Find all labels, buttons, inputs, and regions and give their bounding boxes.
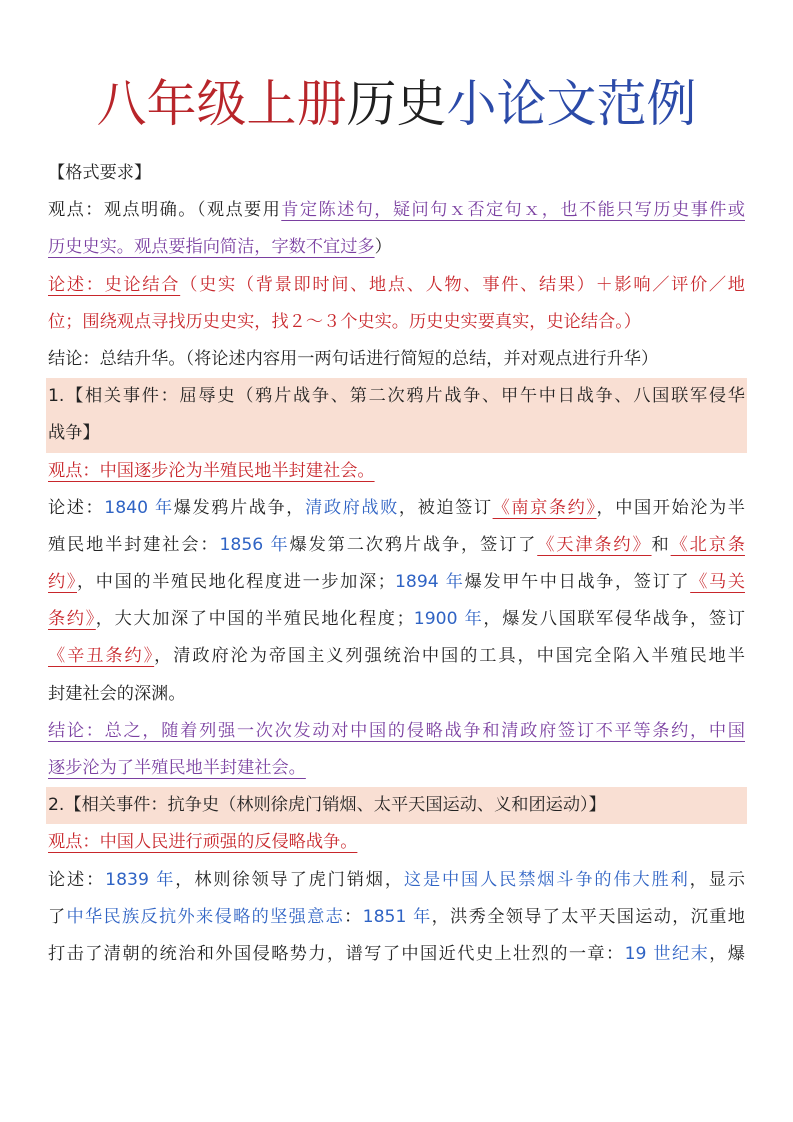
format-argument-rule: （史实（背景即时间、地点、人物、事件、结果）＋影响／评价／地 bbox=[180, 274, 745, 295]
year-1839: 1839 年 bbox=[105, 869, 176, 890]
section1-conclusion-cont: 逐步沦为了半殖民地半封建社会。 bbox=[48, 758, 306, 778]
section2-argument-line-3 bbox=[48, 936, 745, 973]
section2-argument-line-1 bbox=[48, 862, 745, 899]
format-viewpoint-close: ） bbox=[374, 237, 392, 258]
text: ： bbox=[344, 906, 363, 927]
text: 了 bbox=[48, 906, 67, 927]
text: ，洪秀全领导了太平天国运动，沉重地 bbox=[431, 906, 745, 927]
text: ，中国的半殖民地化程度进一步加深； bbox=[77, 572, 395, 593]
text: ，清政府沦为帝国主义列强统治中国的工具，中国完全陷入半殖民地半 bbox=[154, 646, 745, 667]
opium-victory: 这是中国人民禁烟斗争的伟大胜利 bbox=[403, 869, 690, 890]
text: ，爆 bbox=[709, 943, 745, 964]
year-1840: 1840 年 bbox=[104, 497, 174, 518]
section2-viewpoint: 观点：中国人民进行顽强的反侵略战争。 bbox=[48, 832, 358, 853]
section1-viewpoint-line bbox=[48, 453, 745, 490]
title-part-subject: 历史 bbox=[346, 75, 447, 133]
text: 打击了清朝的统治和外国侵略势力，谱写了中国近代史上壮烈的一章： bbox=[48, 943, 625, 964]
section1-conclusion-line-2 bbox=[48, 750, 745, 787]
treaty-beijing: 《北京条 bbox=[670, 534, 745, 555]
section2-heading: 2.【相关事件：抗争史（林则徐虎门销烟、太平天国运动、义和团运动）】 bbox=[46, 787, 747, 824]
section1-argument-line-1 bbox=[48, 490, 745, 527]
text: 殖民地半封建社会： bbox=[48, 534, 220, 555]
section2-argument-line-2 bbox=[48, 899, 745, 936]
title-part-essay: 小论文范例 bbox=[446, 75, 697, 133]
year-1894: 1894 年 bbox=[394, 572, 465, 593]
section1-heading-line-1: 1.【相关事件：屈辱史（鸦片战争、第二次鸦片战争、甲午中日战争、八国联军侵华 bbox=[46, 378, 747, 415]
year-1856: 1856 年 bbox=[219, 534, 290, 555]
section1-argument-line-3 bbox=[48, 564, 745, 601]
section1-argument-line-6: 封建社会的深渊。 bbox=[48, 683, 186, 704]
format-viewpoint-line-2 bbox=[48, 229, 745, 266]
year-1851: 1851 年 bbox=[362, 906, 432, 927]
section1-argument-line-5 bbox=[48, 638, 745, 675]
section1-viewpoint: 观点：中国逐步沦为半殖民地半封建社会。 bbox=[48, 460, 375, 481]
section1-conclusion: 结论：总之，随着列强一次次发动对中国的侵略战争和清政府签订不平等条约，中国 bbox=[48, 720, 745, 741]
text: 爆发第二次鸦片战争，签订了 bbox=[289, 534, 538, 555]
format-heading: 【格式要求】 bbox=[48, 163, 152, 183]
late-19th-century: 19 世纪末 bbox=[624, 943, 710, 964]
treaty-beijing-cont: 约》 bbox=[48, 572, 77, 593]
format-viewpoint-label: 观点：观点明确。（观点要用 bbox=[48, 200, 282, 221]
text: ，爆发八国联军侵华战争，签订 bbox=[483, 609, 745, 630]
qing-defeat: 清政府战败 bbox=[305, 497, 399, 518]
document-body bbox=[48, 155, 745, 973]
section1-argument-line-2 bbox=[48, 527, 745, 564]
page-title bbox=[48, 74, 745, 134]
text: ，被迫签订 bbox=[398, 497, 493, 518]
text: 爆发鸦片战争， bbox=[173, 497, 306, 518]
text: ，中国开始沦为半 bbox=[596, 497, 745, 518]
argument-label: 论述： bbox=[48, 497, 105, 518]
text: 和 bbox=[651, 534, 671, 555]
format-argument-line-2: 位；围绕观点寻找历史史实，找２～３个史实。历史史实要真实，史论结合。） bbox=[48, 311, 641, 332]
format-argument-line-1 bbox=[48, 267, 745, 304]
section1-heading-line-2: 战争】 bbox=[46, 415, 747, 452]
section2-viewpoint-line bbox=[48, 824, 745, 861]
treaty-shimonoseki: 《马关 bbox=[690, 572, 745, 593]
text: 爆发甲午中日战争，签订了 bbox=[464, 572, 691, 593]
format-viewpoint-line-1 bbox=[48, 192, 745, 229]
format-conclusion-line: 结论：总结升华。（将论述内容用一两句话进行简短的总结，并对观点进行升华） bbox=[48, 348, 659, 369]
treaty-xinchou: 《辛丑条约》 bbox=[48, 646, 155, 667]
argument-label: 论述： bbox=[48, 869, 106, 890]
national-will: 中华民族反抗外来侵略的坚强意志 bbox=[66, 906, 345, 927]
text: ，大大加深了中国的半殖民地化程度； bbox=[95, 609, 414, 630]
treaty-shimonoseki-cont: 条约》 bbox=[48, 609, 96, 630]
section1-argument-line-4 bbox=[48, 601, 745, 638]
section1-conclusion-line-1 bbox=[48, 713, 745, 750]
text: ，林则徐领导了虎门销烟， bbox=[175, 869, 404, 890]
year-1900: 1900 年 bbox=[413, 609, 484, 630]
text: ，显示 bbox=[689, 869, 745, 890]
title-part-grade: 八年级上册 bbox=[96, 75, 347, 133]
format-viewpoint-rule: 肯定陈述句，疑问句ｘ否定句ｘ，也不能只写历史事件或 bbox=[281, 200, 745, 221]
treaty-tianjin: 《天津条约》 bbox=[537, 534, 652, 555]
format-argument-label: 论述：史论结合 bbox=[48, 274, 181, 295]
format-viewpoint-rule-cont: 历史史实。观点要指向简洁，字数不宜过多 bbox=[48, 237, 375, 258]
treaty-nanjing: 《南京条约》 bbox=[492, 497, 597, 518]
